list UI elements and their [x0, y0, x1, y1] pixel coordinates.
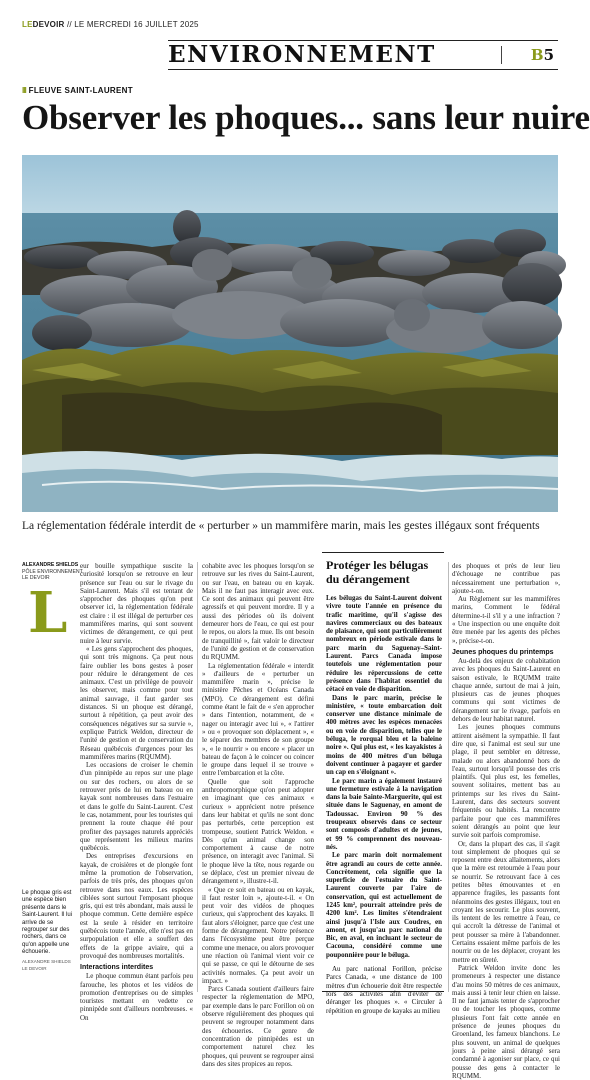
paragraph: Le phoque commun étant parfois peu farouche, les photos et les vidéos de promotion d'entreprises ou de simples touristes mettant en vedette ce pinnipède sont d'ailleurs nombreuses. « On: [80, 972, 193, 1022]
section-header: [168, 40, 558, 70]
seals-on-rocks-image: [22, 155, 558, 512]
newspaper-logo[interactable]: LEDEVOIR: [22, 20, 65, 29]
paragraph: Dans le parc marin, précise le ministère, « toute embarcation doit conserver une distance minimale de 400 mètres avec les espèces menacées ou en voie de disparition, telles que le béluga, le rorqual bleu et la baleine noire ». Qui plus est, « les kayakistes à moins de 400 mètres d'un béluga doivent continuer à pagayer et garder un cap en s'éloignant ».: [326, 693, 442, 777]
paragraph: des phoques et près de leur lieu d'échouage ne contribue pas nécessairement une perturbation », ajoute-t-on.: [452, 562, 560, 595]
article-column-2: [202, 562, 314, 1068]
author-role: PÔLE ENVIRONNEMENT: [22, 568, 83, 575]
column-rule: [448, 562, 449, 992]
paragraph: Or, dans la plupart des cas, il s'agit tout simplement de phoques qui se reposent entre deux allaitements, alors que la mère est retournée à l'eau pour se nourrir. Se retrouvant face à ces petites bêtes émouvantes et en apparence fragiles, les passants font néanmoins des gestes illégaux, tout en croyant les secourir. Le plus souvent, ils tentent de les remettre à l'eau, ce qui accroît la détresse de l'animal et peut pousser sa mère à l'abandonner. Certains essaient même parfois de les nourrir ou de les déplacer, croyant les mettre en sûreté.: [452, 839, 560, 964]
article-column-4: [452, 562, 560, 1080]
paragraph: « Les gens s'approchent des phoques, qui sont très mignons. Ça peut nous faire oublier les bons gestes à poser pour réduire le dérangement de ces animaux. C'est un privilège de pouvoir les observer, mais comme pour tout animal sauvage, il faut garder ses distances. Si un phoque est dérangé, surtout à répétition, ça peut avoir des conséquences négatives sur sa survie », explique Patrick Weldon, directeur de l'unité de gestion et de conservation du Réseau québécois d'urgences pour les mammifères marins (RQUMM).: [80, 644, 193, 761]
paragraph: Parcs Canada soutient d'ailleurs faire respecter la réglementation de MPO, par exemple dans le parc Forillon où on observe régulièrement des phoques qui peuvent se regrouper notamment dans des échoueries. Ce genre de concentration de pinnipèdes est un comportement naturel chez les phoques, qui peuvent se regrouper ainsi dans des sites propices au repos.: [202, 985, 314, 1068]
subheading: Interactions interdites: [80, 964, 154, 972]
paragraph: Patrick Weldon invite donc les promeneurs à respecter une distance d'au moins 50 mètres de ces animaux, mais aussi à tenir leur chien en laisse. Il ne faut jamais tenter de s'approcher ou de toucher les phoques, comme plusieurs l'ont fait cette année en présence de jeunes phoques du Groenland, les fameux blanchons. Le plus souvent, un animal de quelques jours à peine ainsi dérangé sera condamné à agoniser sur place, ce qui pousse des gens à contacter le RQUMM.: [452, 963, 560, 1080]
paragraph: Au-delà des enjeux de cohabitation avec les phoques du Saint-Laurent en saison estivale, le RQUMM traite chaque année, surtout de mai à juin, plusieurs cas de jeunes phoques communs qui sont victimes de dérangement sur le rivage, parfois en dehors de leur habitat naturel.: [452, 656, 560, 724]
paragraph: cohabite avec les phoques lorsqu'on se retrouve sur les rives du Saint-Laurent, ou sur l'eau, en bateau ou en kayak. Mais il ne faut pas interagir avec eux. Ce sont des animaux qui peuvent être agressifs et qui peuvent mordre. Il y a aussi des périodes où ils doivent demeurer hors de l'eau, ce qui est pour le repos, ou alors la mue. Ils ont besoin de tranquillité », fait valoir le directeur de l'unité de gestion et de conservation du RQUMM.: [202, 562, 314, 662]
sidebar-title: Protéger les bélugas du dérangement: [326, 558, 429, 586]
section-title: ENVIRONNEMENT: [168, 41, 436, 68]
page-number: B5: [530, 46, 554, 64]
side-photo-caption: Le phoque gris est une espèce bien présente dans le Saint-Laurent. Il lui arrive de se regrouper sur des rochers, dans ce qu'on appelle une échouerie. ALEXANDRE SHIELDS LE DEVOIR: [22, 890, 73, 972]
section-divider: [501, 46, 502, 64]
paragraph: Le parc marin doit normalement être agrandi au cours de cette année. Concrètement, cela signifie que la superficie de l'estuaire du Saint-Laurent couverte par l'aire de conservation, qui est actuellement de 1245 km², pourrait atteindre près de 4200 km². Les limites s'étendraient ainsi jusqu'à l'Isle aux Coudres, en amont, et jusqu'au parc national du Bic, en aval, en incluant le secteur de Cacouna, considéré comme une pouponnière pour le béluga.: [326, 851, 442, 959]
subheading: Jeunes phoques du printemps: [452, 648, 554, 656]
author-outlet: LE DEVOIR: [22, 575, 50, 581]
photo-credit: ALEXANDRE SHIELDS LE DEVOIR: [22, 958, 71, 972]
drop-cap: L: [28, 580, 68, 646]
masthead-line: [22, 20, 199, 29]
paragraph: Au Règlement sur les mammifères marins, Comment le fédéral détermine-t-il s'il y a une infraction ? « Une inspection ou une enquête doit être menée par les agents des pêches », précise-t-on.: [452, 595, 560, 645]
column-rule: [197, 562, 198, 992]
paragraph: Quelle que soit l'approche anthropomorphique qu'on peut adopter en imaginant que ces animaux « curieux » apprécient notre présence dans leur habitat et qu'ils ne sont donc pas perturbés, cette perception est trompeuse, soutient Patrick Weldon. « Dès qu'un animal change son comportement à cause de notre présence, on interagit avec l'animal. Si le phoque lève la tête, nous regarde ou se déplace, c'est un premier niveau de dérangement », illustre-t-il.: [202, 777, 314, 886]
article-headline: Observer les phoques... sans leur nuire: [22, 98, 590, 137]
article-kicker: III FLEUVE SAINT-LAURENT: [22, 86, 133, 95]
paragraph: La réglementation fédérale « interdit » d'ailleurs de « perturber un mammifère marin », précise le ministère Pêches et Océans Canada (MPO). Ce dérangement est défini comme étant le fait de « s'en approcher » dans l'intention, notamment, de « nager ou interagir avec lui », « l'attirer » ou « provoquer son déplacement », « le séparer des membres de son groupe », « le nourrir » ou encore « placer un bateau de façon à le coincer ou coincer le groupe dans lequel il se trouve » entre l'embarcation et la côte.: [202, 661, 314, 778]
kicker-mark-icon: III: [22, 86, 26, 95]
sidebar-box-belugas: [322, 552, 444, 1015]
article-column-1: [80, 562, 193, 1022]
paragraph: Le parc marin a également instauré une fermeture estivale à la navigation dans la baie Sainte-Marguerite, qui est située dans le Saguenay, en amont de Tadoussac. Environ 90 % des troupeaux observés dans ce secteur sont composés d'adultes et de jeunes, et 99 % comprennent des nouveau-nés.: [326, 776, 442, 851]
article-photo[interactable]: [22, 155, 558, 512]
paragraph: Les bélugas du Saint-Laurent doivent vivre toute l'année en présence du trafic maritime, qu'il s'agisse des navires commerciaux ou des bateaux de plaisance, qui sont particulièrement nombreux en période estivale dans le parc marin du Saguenay–Saint-Laurent. Parcs Canada impose toutefois une réglementation pour réduire les répercussions de cette présence dans l'habitat essentiel du cétacé en voie de disparition.: [326, 594, 442, 694]
issue-date: LE MERCREDI 16 JUILLET 2025: [74, 20, 199, 29]
photo-caption: La réglementation fédérale interdit de « perturber » un mammifère marin, mais les gestes illégaux sont fréquents: [22, 520, 540, 532]
paragraph: Au parc national Forillon, précise Parcs Canada, « une distance de 100 mètres d'un échouerie doit être respectée lors des activités afin d'éviter de déranger les phoques ». « Circuler à répétition en groupe de kayaks au milieu: [326, 965, 442, 1015]
paragraph: « Que ce soit en bateau ou en kayak, il faut rester loin », ajoute-t-il. « On peut voir des vidéos de phoques curieux, qui s'approchent des kayaks. Il faut alors s'éloigner, parce que c'est une forme de dérangement. Notre présence dans l'écosystème peut être perçue comme une menace, ou alors provoquer une réaction où l'animal vient voir ce qui se passe, ce qui le détourne de ses activités normales. Ça peut avoir un impact. »: [202, 885, 314, 985]
masthead-separator: //: [66, 20, 72, 29]
paragraph: Des entreprises d'excursions en kayak, de croisières et de plongée font même la promotion de l'observation, parfois de très près, des phoques qu'on retrouve dans nos eaux. Les espèces ciblées sont surtout l'emposant phoque gris, qui est très abondant, mais aussi le phoque commun. Cette dernière espèce est la seule à résider en territoire québécois toute l'année, elle n'est pas en surpopulation et elle a souffert des effets de la grippe aviaire, qui a provoqué des nombreuses mortalités.: [80, 852, 193, 960]
sidebar-text: [326, 594, 442, 1015]
author-name[interactable]: ALEXANDRE SHIELDS: [22, 562, 79, 568]
paragraph: eur bouille sympathique suscite la curiosité lorsqu'on se retrouve en leur présence sur l'eau ou sur le rivage du Saint-Laurent. Mais s'il est tentant de s'approcher des phoques qu'on peut observer ici, la réglementation fédérale est claire : il est illégal de perturber ces mammifères marins, qui sont souvent victimes de dérangement, ce qui peut nuire à leur survie.: [80, 562, 193, 645]
paragraph: Les occasions de croiser le chemin d'un pinnipède au repos sur une plage ou sur des rochers, ou alors de se retrouver près de lui en bateau ou en kayak sont nombreuses dans l'estuaire et dans le golfe du Saint-Laurent. C'est le cas, notamment, pour les touristes qui prennent la route chaque été pour profiter des paysages naturels appréciés que représentent les milieux marins québécois.: [80, 761, 193, 853]
paragraph: Les jeunes phoques communs attirent aisément la sympathie. Il faut dire que, si l'animal est seul sur une plage, il peut sembler en détresse, malade ou alors abandonné hors de l'eau, surtout lorsqu'il pousse des cris plaintifs. Qui plus est, les femelles, souvent solitaires, mettent bas au printemps sur les rives du Saint-Laurent, dans des secteurs souvent fréquentés ou habités. La rencontre parfaite pour que ces mammifères soient dérangés au point que leur survie soit parfois compromise.: [452, 723, 560, 840]
